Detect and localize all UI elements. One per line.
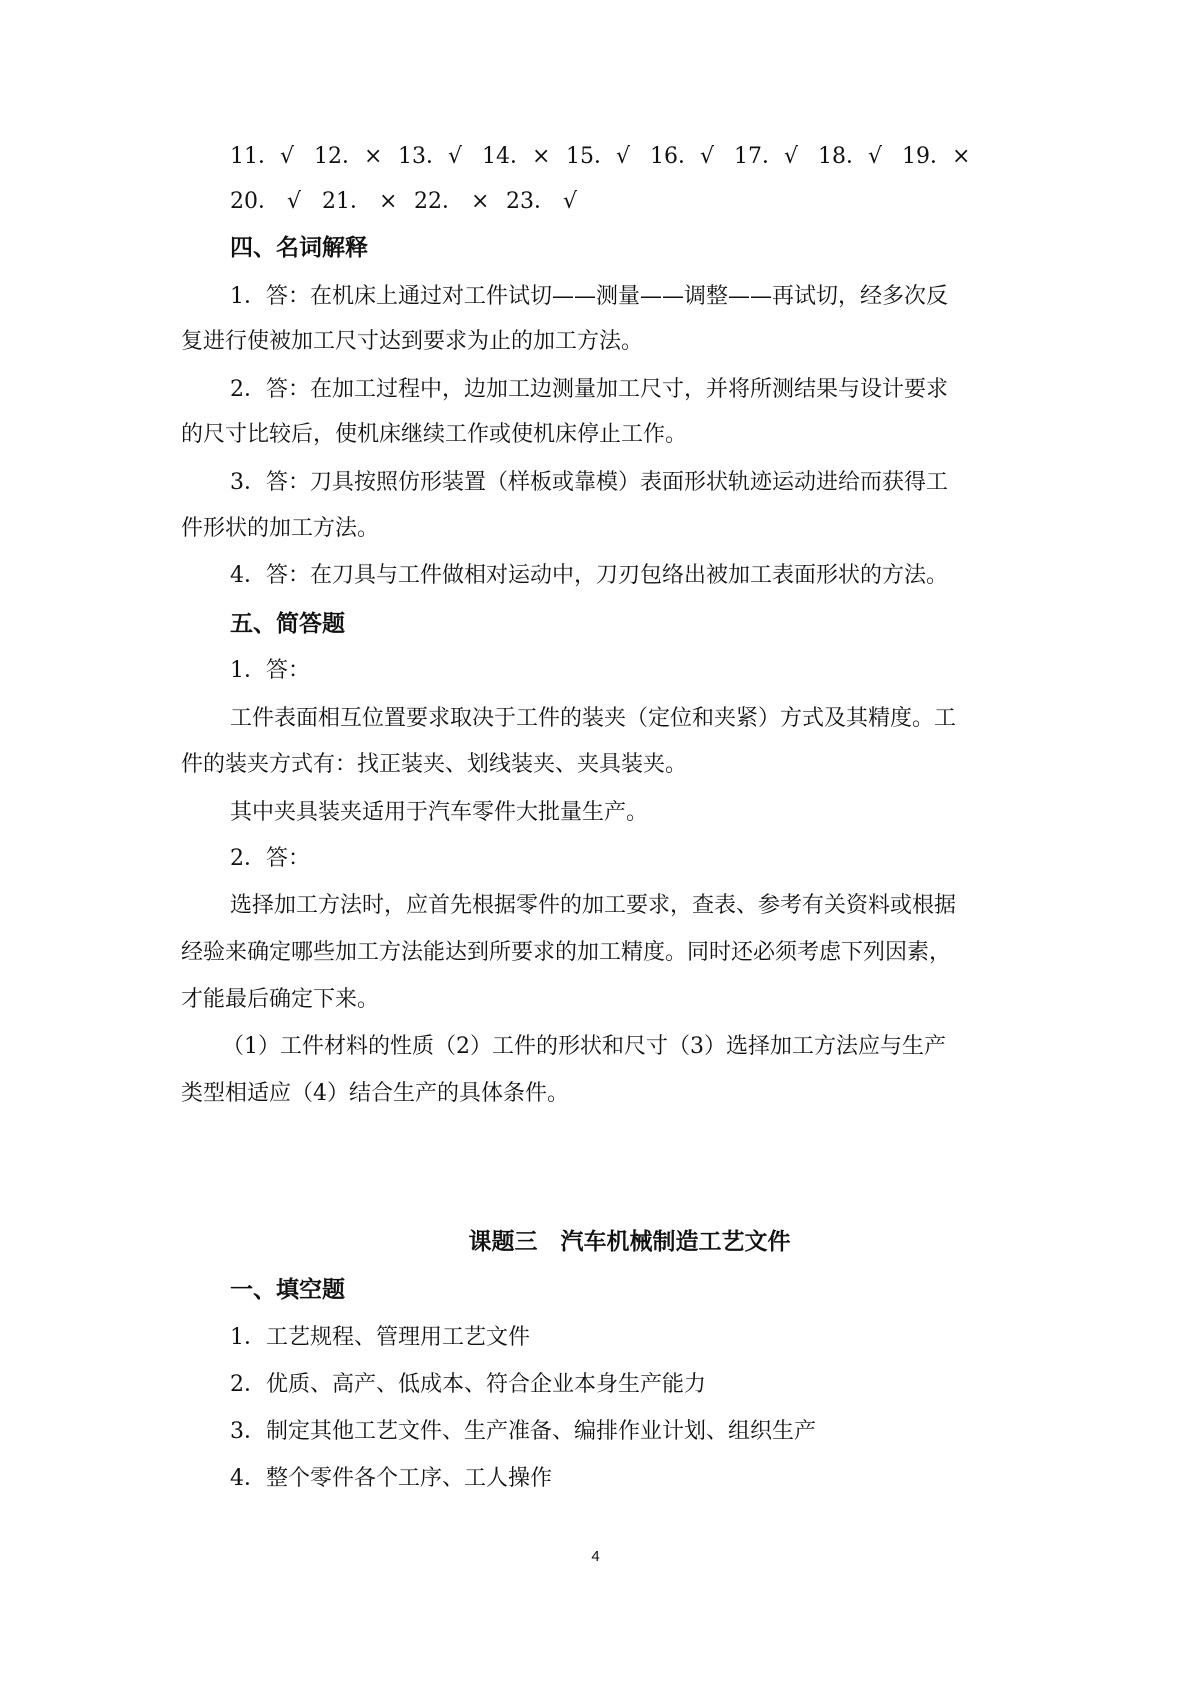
section-heading: 四、名词解释 [230,235,368,261]
answer-1-para-2: 其中夹具装夹适用于汽车零件大批量生产。 [230,800,649,825]
tf-answer: 17．√ [734,144,799,169]
tf-answer: 11．√ [230,144,295,169]
tf-answer: 14．× [482,144,551,169]
tf-answer: 13．√ [398,144,463,169]
answer-2-para-1-line-2: 经验来确定哪些加工方法能达到所要求的加工精度。同时还必须考虑下列因素， [181,940,952,965]
tf-answer: 21． × [322,189,398,214]
answer-2-label: 2．答： [230,846,310,871]
answer-1-para-1-line-1: 工件表面相互位置要求取决于工件的装夹（定位和夹紧）方式及其精度。工 [230,706,957,731]
tf-answers-row-1 [230,142,972,172]
answer-2-para-1-line-3: 才能最后确定下来。 [181,987,380,1012]
definition-3-line-1: 3．答：刀具按照仿形装置（样板或靠模）表面形状轨迹运动进给而获得工 [230,470,948,495]
tf-answer: 22． × [414,189,490,214]
tf-answer: 20． √ [230,189,302,214]
definition-2-line-1: 2．答：在加工过程中，边加工边测量加工尺寸，并将所测结果与设计要求 [230,377,948,402]
section-heading: 一、填空题 [230,1277,345,1303]
definition-3-line-2: 件形状的加工方法。 [181,516,380,541]
tf-answer: 19．× [902,144,971,169]
fill-blank-answer-4: 4．整个零件各个工序、工人操作 [230,1466,552,1491]
definition-1-line-2: 复进行使被加工尺寸达到要求为止的加工方法。 [181,329,644,354]
answer-2-para-1-line-1: 选择加工方法时，应首先根据零件的加工要求，查表、参考有关资料或根据 [230,893,957,918]
fill-blank-answer-1: 1．工艺规程、管理用工艺文件 [230,1325,530,1350]
definition-1-line-1: 1．答：在机床上通过对工件试切——测量——调整——再试切，经多次反 [230,284,948,309]
answer-1-para-1-line-2: 件的装夹方式有：找正装夹、划线装夹、夹具装夹。 [181,752,688,777]
fill-blank-answer-3: 3．制定其他工艺文件、生产准备、编排作业计划、组织生产 [230,1419,816,1444]
tf-answer: 12．× [314,144,383,169]
topic-title: 课题三 汽车机械制造工艺文件 [468,1229,791,1255]
tf-answer: 15．√ [566,144,631,169]
section-heading: 五、简答题 [230,611,345,637]
tf-answer: 18．√ [818,144,883,169]
answer-2-para-2-line-1: （1）工件材料的性质（2）工件的形状和尺寸（3）选择加工方法应与生产 [222,1034,946,1059]
answer-1-label: 1．答： [230,658,310,683]
answer-2-para-2-line-2: 类型相适应（4）结合生产的具体条件。 [181,1081,569,1106]
definition-4-line-1: 4．答：在刀具与工件做相对运动中，刀刃包络出被加工表面形状的方法。 [230,563,948,588]
page-number: 4 [591,1548,600,1565]
fill-blank-answer-2: 2．优质、高产、低成本、符合企业本身生产能力 [230,1372,706,1397]
definition-2-line-2: 的尺寸比较后，使机床继续工作或使机床停止工作。 [181,422,688,447]
tf-answers-row-2 [230,187,586,217]
tf-answer: 23． √ [506,189,578,214]
tf-answer: 16．√ [650,144,715,169]
